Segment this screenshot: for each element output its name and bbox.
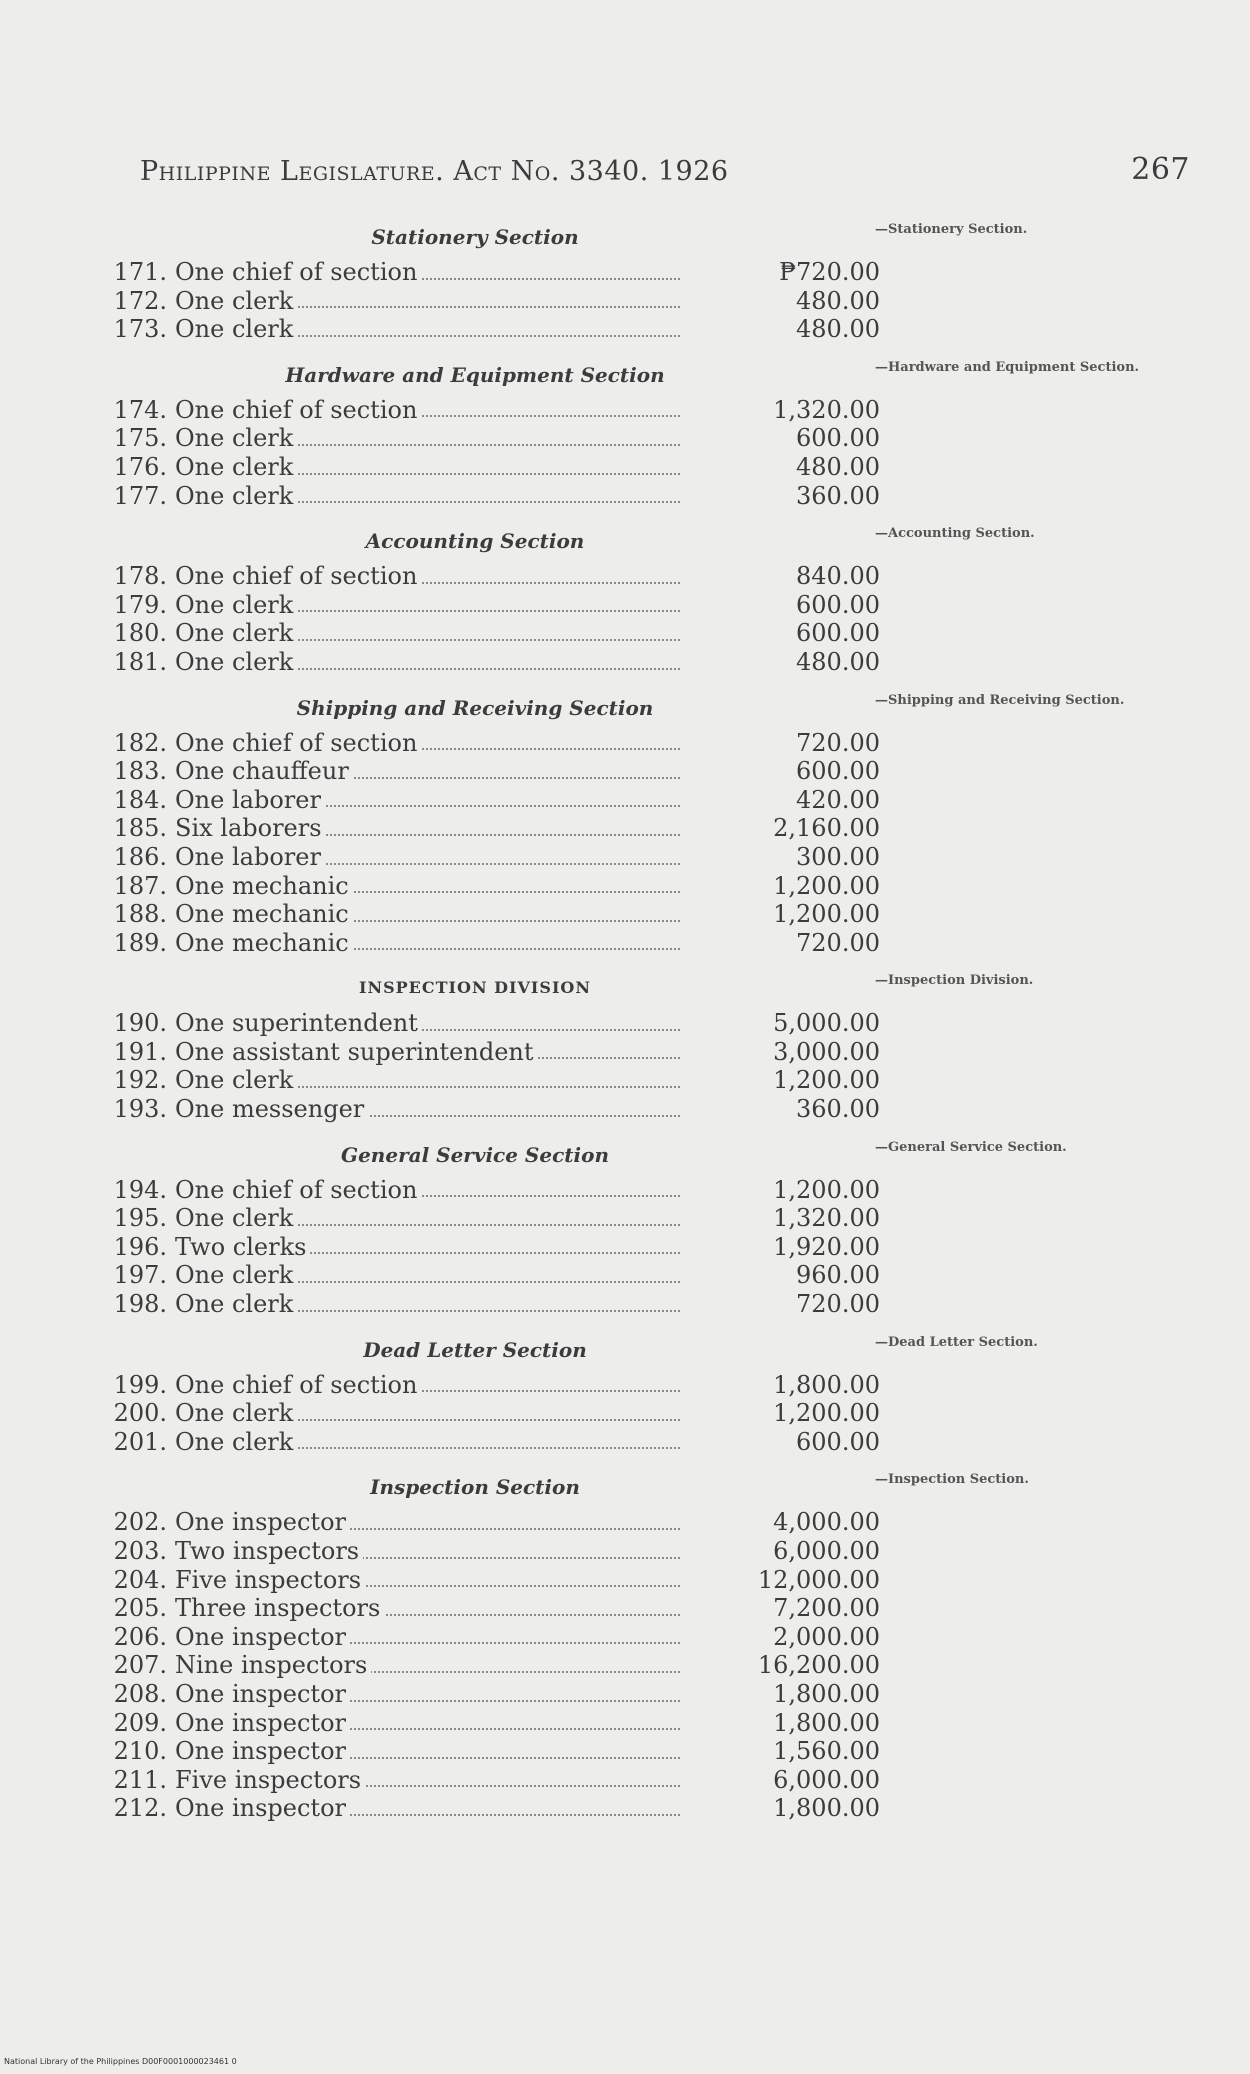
item-description-text: One inspector — [175, 1680, 350, 1708]
line-item — [105, 1261, 1105, 1290]
line-item — [105, 258, 1105, 287]
item-description — [175, 424, 680, 453]
item-description — [175, 1066, 680, 1095]
line-item — [105, 648, 1105, 677]
item-amount: 960.00 — [796, 1261, 880, 1290]
item-number: 208. — [113, 1679, 167, 1708]
margin-note: —Hardware and Equipment Section. — [875, 359, 1140, 375]
item-description — [175, 315, 680, 344]
item-amount: 1,200.00 — [773, 900, 880, 929]
item-amount: 3,000.00 — [773, 1037, 880, 1066]
item-amount: 600.00 — [796, 1427, 880, 1456]
item-number: 171. — [113, 258, 167, 286]
line-item — [105, 1009, 1105, 1038]
item-number: 183. — [113, 757, 167, 786]
item-description-text: One clerk — [175, 1204, 297, 1232]
item-amount: 7,200.00 — [773, 1594, 880, 1623]
item-amount: 600.00 — [796, 424, 880, 453]
item-number: 207. — [113, 1651, 167, 1680]
section — [105, 524, 1105, 676]
item-number: 204. — [113, 1565, 167, 1594]
item-amount: 1,560.00 — [773, 1737, 880, 1766]
item-description — [175, 1176, 680, 1205]
item-description — [175, 1371, 680, 1400]
line-item — [105, 424, 1105, 453]
item-description-text: One clerk — [175, 1399, 297, 1427]
item-description — [175, 1766, 680, 1795]
margin-note: —Inspection Division. — [875, 973, 1034, 989]
line-item — [105, 900, 1105, 929]
line-item — [105, 315, 1105, 344]
item-number: 205. — [113, 1594, 167, 1623]
item-amount: 600.00 — [796, 619, 880, 648]
line-item — [105, 1204, 1105, 1233]
item-description-text: One chief of section — [175, 729, 421, 757]
item-description — [175, 1233, 680, 1262]
line-item — [105, 729, 1105, 758]
item-description-text: Six laborers — [175, 814, 326, 842]
item-description-text: One mechanic — [175, 929, 353, 957]
item-amount: 12,000.00 — [757, 1565, 880, 1594]
section-title: Stationery Section — [371, 225, 579, 249]
line-item — [105, 562, 1105, 591]
item-number: 197. — [113, 1261, 167, 1290]
item-description-text: One assistant superintendent — [175, 1038, 538, 1066]
item-amount: 720.00 — [796, 928, 880, 957]
item-amount: 720.00 — [796, 1290, 880, 1319]
item-number: 201. — [113, 1427, 167, 1456]
line-item — [105, 1176, 1105, 1205]
item-description-text: One clerk — [175, 424, 297, 452]
section-title: Shipping and Receiving Section — [296, 695, 654, 720]
item-description-text: One chief of section — [175, 396, 421, 424]
item-description — [175, 1737, 680, 1766]
item-number: 187. — [113, 871, 167, 900]
item-amount: 840.00 — [796, 562, 880, 591]
item-amount: 480.00 — [796, 647, 880, 676]
item-description — [175, 1508, 680, 1537]
item-description — [175, 1794, 680, 1823]
item-amount: 5,000.00 — [773, 1009, 880, 1038]
line-item — [105, 1566, 1105, 1595]
item-amount: 1,200.00 — [773, 1399, 880, 1428]
item-amount: 720.00 — [796, 728, 880, 757]
line-item — [105, 1766, 1105, 1795]
item-description-text: One mechanic — [175, 900, 353, 928]
item-number: 191. — [113, 1037, 167, 1066]
item-description-text: One chief of section — [175, 562, 421, 590]
line-item — [105, 1290, 1105, 1319]
item-description-text: One clerk — [175, 1066, 297, 1094]
item-description — [175, 562, 680, 591]
item-description — [175, 648, 680, 677]
item-description — [175, 1537, 680, 1566]
item-description-text: One inspector — [175, 1508, 350, 1536]
item-description — [175, 843, 680, 872]
section — [105, 1333, 1105, 1457]
item-description — [175, 1566, 680, 1595]
item-description — [175, 1095, 680, 1124]
item-description-text: Five inspectors — [175, 1566, 365, 1594]
item-amount: 600.00 — [796, 757, 880, 786]
page-number: 267 — [1131, 152, 1190, 187]
item-description — [175, 1680, 680, 1709]
item-description-text: One chauffeur — [175, 757, 353, 785]
line-item — [105, 757, 1105, 786]
line-item — [105, 396, 1105, 425]
item-description-text: One laborer — [175, 843, 325, 871]
item-description-text: Nine inspectors — [175, 1651, 371, 1679]
item-number: 184. — [113, 785, 167, 814]
scan-footer: National Library of the Philippines D00F0001000023461 0 — [4, 2057, 237, 2066]
item-amount: 2,160.00 — [773, 814, 880, 843]
line-item — [105, 1651, 1105, 1680]
item-number: 192. — [113, 1066, 167, 1095]
item-number: 179. — [113, 590, 167, 619]
item-description-text: One inspector — [175, 1709, 350, 1737]
item-amount: 1,320.00 — [773, 395, 880, 424]
item-description-text: One clerk — [175, 1290, 297, 1318]
item-number: 185. — [113, 814, 167, 843]
item-number: 193. — [113, 1095, 167, 1124]
item-description — [175, 729, 680, 758]
line-item — [105, 1680, 1105, 1709]
item-description — [175, 1651, 680, 1680]
item-number: 199. — [113, 1370, 167, 1399]
item-number: 188. — [113, 900, 167, 929]
item-number: 178. — [113, 562, 167, 591]
item-number: 182. — [113, 728, 167, 757]
item-number: 212. — [113, 1794, 167, 1823]
line-item — [105, 1737, 1105, 1766]
item-amount: 480.00 — [796, 315, 880, 344]
item-number: 210. — [113, 1737, 167, 1766]
item-description-text: One clerk — [175, 453, 297, 481]
line-item — [105, 1623, 1105, 1652]
item-amount: 360.00 — [796, 481, 880, 510]
item-number: 200. — [113, 1399, 167, 1428]
item-description — [175, 258, 680, 287]
item-number: 209. — [113, 1708, 167, 1737]
item-amount: 1,800.00 — [773, 1679, 880, 1708]
item-description — [175, 1038, 680, 1067]
item-amount: 420.00 — [796, 785, 880, 814]
section-title: Hardware and Equipment Section — [285, 362, 665, 387]
item-description — [175, 453, 680, 482]
item-description-text: Five inspectors — [175, 1766, 365, 1794]
item-description — [175, 900, 680, 929]
item-amount: ₱720.00 — [779, 258, 880, 286]
page-header — [140, 152, 1190, 196]
item-description — [175, 1428, 680, 1457]
item-amount: 480.00 — [796, 452, 880, 481]
section — [105, 1470, 1105, 1823]
item-description — [175, 1261, 680, 1290]
line-item — [105, 287, 1105, 316]
item-number: 190. — [113, 1009, 167, 1038]
line-item — [105, 619, 1105, 648]
item-description — [175, 1594, 680, 1623]
line-item — [105, 1233, 1105, 1262]
item-description-text: One superintendent — [175, 1009, 422, 1037]
line-item — [105, 814, 1105, 843]
item-description-text: One clerk — [175, 315, 297, 343]
section — [105, 691, 1125, 958]
item-number: 189. — [113, 928, 167, 957]
item-description-text: One chief of section — [175, 258, 421, 286]
section-title: Accounting Section — [365, 529, 585, 554]
line-item — [105, 786, 1105, 815]
item-amount: 300.00 — [796, 842, 880, 871]
item-amount: 6,000.00 — [773, 1765, 880, 1794]
item-description — [175, 786, 680, 815]
item-description-text: One clerk — [175, 1261, 297, 1289]
item-number: 196. — [113, 1232, 167, 1261]
item-number: 180. — [113, 619, 167, 648]
section — [105, 971, 1105, 1123]
section — [105, 358, 1140, 510]
item-number: 186. — [113, 842, 167, 871]
item-description — [175, 396, 680, 425]
section-title: INSPECTION DIVISION — [358, 978, 591, 998]
margin-note: —Shipping and Receiving Section. — [875, 692, 1125, 708]
item-number: 198. — [113, 1290, 167, 1319]
item-description-text: One inspector — [175, 1737, 350, 1765]
section — [105, 220, 1105, 344]
item-amount: 1,800.00 — [773, 1708, 880, 1737]
item-number: 206. — [113, 1622, 167, 1651]
item-description-text: One clerk — [175, 648, 297, 676]
item-description — [175, 929, 680, 958]
item-number: 194. — [113, 1175, 167, 1204]
line-item — [105, 1066, 1105, 1095]
item-description-text: Two clerks — [175, 1233, 310, 1261]
item-amount: 16,200.00 — [757, 1651, 880, 1680]
item-number: 211. — [113, 1765, 167, 1794]
item-amount: 360.00 — [796, 1095, 880, 1124]
item-number: 176. — [113, 452, 167, 481]
margin-note: —Accounting Section. — [875, 526, 1035, 542]
item-amount: 1,200.00 — [773, 1066, 880, 1095]
line-item — [105, 843, 1105, 872]
item-description — [175, 482, 680, 511]
item-number: 175. — [113, 424, 167, 453]
line-item — [105, 591, 1105, 620]
item-amount: 2,000.00 — [773, 1622, 880, 1651]
item-description-text: One clerk — [175, 1428, 297, 1456]
item-description-text: One messenger — [175, 1095, 368, 1123]
line-item — [105, 1038, 1105, 1067]
item-amount: 1,200.00 — [773, 871, 880, 900]
item-description-text: Three inspectors — [175, 1594, 384, 1622]
item-description — [175, 1399, 680, 1428]
item-amount: 1,320.00 — [773, 1204, 880, 1233]
item-description — [175, 1290, 680, 1319]
item-number: 174. — [113, 395, 167, 424]
item-amount: 600.00 — [796, 590, 880, 619]
item-description-text: One clerk — [175, 482, 297, 510]
item-amount: 1,800.00 — [773, 1794, 880, 1823]
item-description-text: One chief of section — [175, 1371, 421, 1399]
item-number: 172. — [113, 286, 167, 315]
item-description — [175, 591, 680, 620]
line-item — [105, 1095, 1105, 1124]
line-item — [105, 453, 1105, 482]
line-item — [105, 1508, 1105, 1537]
item-amount: 1,800.00 — [773, 1370, 880, 1399]
line-item — [105, 1371, 1105, 1400]
item-amount: 480.00 — [796, 286, 880, 315]
item-description-text: One clerk — [175, 287, 297, 315]
item-description-text: One clerk — [175, 591, 297, 619]
section-title: Dead Letter Section — [363, 1337, 587, 1362]
item-description-text: Two inspectors — [175, 1537, 363, 1565]
margin-note: —Dead Letter Section. — [875, 1334, 1038, 1350]
item-description-text: One mechanic — [175, 872, 353, 900]
section-title: General Service Section — [341, 1142, 609, 1167]
item-description — [175, 1009, 680, 1038]
item-amount: 1,920.00 — [773, 1232, 880, 1261]
line-item — [105, 482, 1105, 511]
item-number: 203. — [113, 1537, 167, 1565]
item-description — [175, 287, 680, 316]
line-item — [105, 929, 1105, 958]
item-description — [175, 619, 680, 648]
item-description-text: One inspector — [175, 1794, 350, 1822]
item-number: 177. — [113, 481, 167, 510]
item-number: 202. — [113, 1508, 167, 1537]
item-description-text: One chief of section — [175, 1176, 421, 1204]
line-item — [105, 1399, 1105, 1428]
line-item — [105, 1428, 1105, 1457]
section — [105, 1138, 1105, 1319]
item-description — [175, 872, 680, 901]
item-amount: 4,000.00 — [773, 1508, 880, 1537]
appropriation-list — [105, 220, 1140, 1837]
item-description-text: One clerk — [175, 619, 297, 647]
item-description — [175, 1204, 680, 1233]
margin-note: —Stationery Section. — [875, 222, 1028, 237]
line-item — [105, 1594, 1105, 1623]
item-description — [175, 757, 680, 786]
margin-note: —Inspection Section. — [875, 1472, 1029, 1488]
item-description — [175, 814, 680, 843]
line-item — [105, 872, 1105, 901]
line-item — [105, 1709, 1105, 1738]
running-head: Philippine Legislature. Act No. 3340. 1926 — [140, 156, 729, 187]
margin-note: —General Service Section. — [875, 1139, 1067, 1155]
item-description-text: One laborer — [175, 786, 325, 814]
item-description — [175, 1709, 680, 1738]
line-item — [105, 1537, 1105, 1566]
item-amount: 6,000.00 — [773, 1537, 880, 1565]
item-number: 195. — [113, 1204, 167, 1233]
item-number: 173. — [113, 315, 167, 344]
section-title: Inspection Section — [370, 1475, 580, 1500]
item-description — [175, 1623, 680, 1652]
item-description-text: One inspector — [175, 1623, 350, 1651]
item-amount: 1,200.00 — [773, 1175, 880, 1204]
item-number: 181. — [113, 647, 167, 676]
line-item — [105, 1794, 1105, 1823]
